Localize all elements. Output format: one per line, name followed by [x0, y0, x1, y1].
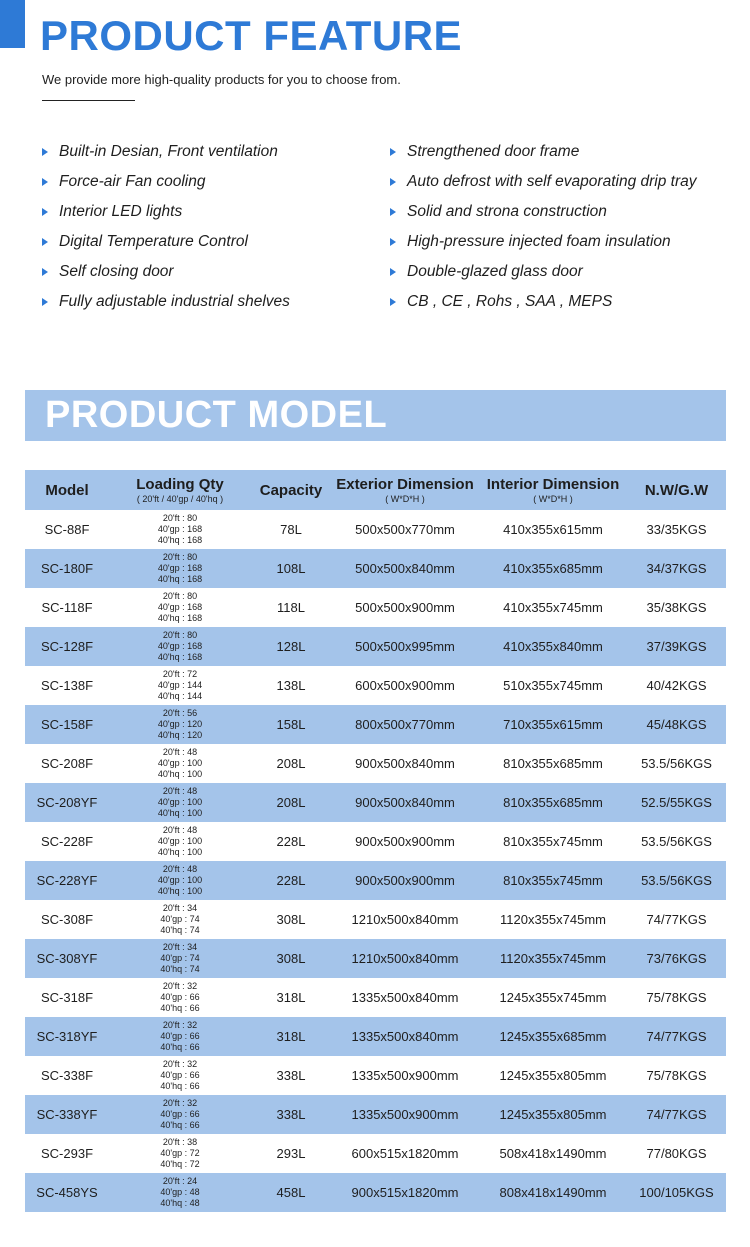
cell-exterior: 1335x500x900mm	[351, 1068, 459, 1083]
table-body	[25, 510, 726, 1212]
loading-qty-hq40: 40'hq : 100	[157, 808, 203, 818]
cell-model: SC-228YF	[25, 861, 109, 900]
loading-qty-gp40: 40'gp : 120	[157, 719, 203, 729]
header-weight: N.W/G.W	[627, 470, 726, 510]
table-row	[25, 861, 726, 900]
cell-capacity: 78L	[280, 522, 302, 537]
table-row	[25, 1017, 726, 1056]
cell-model: SC-228F	[40, 834, 94, 849]
header-loading-qty: Loading Qty ( 20'ft / 40'gp / 40'hq )	[109, 470, 251, 510]
cell-exterior: 500x500x900mm	[355, 600, 455, 615]
cell-loading-qty	[109, 588, 251, 627]
loading-qty-gp40: 40'gp : 74	[160, 953, 200, 963]
bullet-arrow-icon	[42, 268, 48, 276]
feature-title: PRODUCT FEATURE	[40, 12, 463, 59]
cell-loading-qty	[109, 549, 251, 588]
cell-exterior: 600x515x1820mm	[351, 1146, 459, 1161]
cell-weight: 37/39KGS	[627, 627, 726, 666]
table-row	[25, 1056, 726, 1095]
cell-model: SC-138F	[40, 678, 94, 693]
cell-capacity: 108L	[251, 549, 331, 588]
cell-capacity: 208L	[276, 756, 306, 771]
cell-loading-qty	[109, 900, 251, 939]
cell-exterior: 1210x500x840mm	[331, 939, 479, 978]
cell-interior: 410x355x840mm	[479, 627, 627, 666]
cell-exterior: 900x500x900mm	[331, 861, 479, 900]
table-row	[25, 549, 726, 588]
cell-weight: 33/35KGS	[646, 522, 707, 537]
loading-qty-ft20: 20'ft : 34	[162, 942, 198, 952]
loading-qty-gp40: 40'gp : 168	[157, 563, 203, 573]
cell-loading-qty	[109, 978, 251, 1017]
feature-item: High-pressure injected foam insulation	[388, 227, 728, 257]
cell-interior: 510x355x745mm	[503, 678, 603, 693]
cell-loading-qty	[109, 861, 251, 900]
table-row	[25, 588, 726, 627]
loading-qty-ft20: 20'ft : 32	[162, 1098, 198, 1108]
cell-weight: 35/38KGS	[646, 600, 707, 615]
loading-qty-ft20: 20'ft : 32	[162, 1020, 198, 1030]
table-row	[25, 783, 726, 822]
cell-loading-qty	[109, 939, 251, 978]
cell-capacity: 128L	[251, 627, 331, 666]
cell-exterior: 900x515x1820mm	[331, 1173, 479, 1212]
title-accent-bar	[0, 0, 25, 48]
table-header-row	[25, 470, 726, 510]
loading-qty-ft20: 20'ft : 80	[162, 513, 198, 523]
cell-weight: 52.5/55KGS	[627, 783, 726, 822]
bullet-arrow-icon	[42, 208, 48, 216]
cell-exterior: 1335x500x900mm	[331, 1095, 479, 1134]
cell-weight: 40/42KGS	[646, 678, 707, 693]
loading-qty-ft20: 20'ft : 24	[162, 1176, 198, 1186]
header-capacity: Capacity	[251, 470, 331, 510]
cell-exterior: 900x500x840mm	[355, 756, 455, 771]
cell-weight: 34/37KGS	[627, 549, 726, 588]
loading-qty-ft20: 20'ft : 48	[162, 786, 198, 796]
feature-item: Force-air Fan cooling	[40, 167, 380, 197]
loading-qty-gp40: 40'gp : 144	[157, 680, 203, 690]
loading-qty-ft20: 20'ft : 80	[162, 591, 198, 601]
feature-item: Strengthened door frame	[388, 137, 728, 167]
cell-weight: 74/77KGS	[627, 1017, 726, 1056]
table-row	[25, 822, 726, 861]
bullet-arrow-icon	[42, 178, 48, 186]
table-row	[25, 900, 726, 939]
table-row	[25, 1173, 726, 1212]
bullet-arrow-icon	[42, 238, 48, 246]
cell-interior: 410x355x745mm	[503, 600, 603, 615]
cell-model: SC-158F	[25, 705, 109, 744]
cell-model: SC-208F	[40, 756, 94, 771]
cell-exterior: 500x500x840mm	[331, 549, 479, 588]
loading-qty-hq40: 40'hq : 74	[160, 964, 200, 974]
product-model-title: PRODUCT MODEL	[45, 394, 388, 436]
cell-model: SC-318YF	[25, 1017, 109, 1056]
loading-qty-gp40: 40'gp : 100	[157, 875, 203, 885]
cell-capacity: 118L	[277, 600, 305, 615]
feature-item: Double-glazed glass door	[388, 257, 728, 287]
loading-qty-hq40: 40'hq : 74	[160, 925, 200, 935]
cell-model: SC-338YF	[25, 1095, 109, 1134]
cell-capacity: 338L	[276, 1068, 306, 1083]
cell-interior: 1245x355x745mm	[499, 990, 607, 1005]
table-row	[25, 939, 726, 978]
loading-qty-gp40: 40'gp : 168	[157, 524, 203, 534]
loading-qty-hq40: 40'hq : 120	[157, 730, 203, 740]
feature-item: Solid and strona construction	[388, 197, 728, 227]
cell-interior: 810x355x745mm	[479, 861, 627, 900]
feature-item: Self closing door	[40, 257, 380, 287]
cell-exterior: 800x500x770mm	[331, 705, 479, 744]
table-row	[25, 1095, 726, 1134]
cell-interior: 1120x355x745mm	[479, 939, 627, 978]
cell-capacity: 208L	[251, 783, 331, 822]
header-interior-dimension: Interior Dimension ( W*D*H )	[479, 470, 627, 510]
feature-subtitle: We provide more high-quality products for you to choose from.	[42, 72, 401, 87]
cell-loading-qty	[109, 666, 251, 705]
bullet-arrow-icon	[390, 268, 396, 276]
cell-capacity: 308L	[251, 939, 331, 978]
cell-interior: 810x355x685mm	[479, 783, 627, 822]
bullet-arrow-icon	[390, 148, 396, 156]
cell-weight: 53.5/56KGS	[641, 756, 712, 771]
loading-qty-gp40: 40'gp : 72	[160, 1148, 200, 1158]
loading-qty-ft20: 20'ft : 56	[162, 708, 198, 718]
loading-qty-ft20: 20'ft : 38	[162, 1137, 198, 1147]
cell-weight: 73/76KGS	[627, 939, 726, 978]
cell-interior: 1245x355x805mm	[499, 1068, 607, 1083]
loading-qty-ft20: 20'ft : 48	[162, 864, 198, 874]
loading-qty-hq40: 40'hq : 66	[160, 1081, 200, 1091]
cell-capacity: 228L	[276, 834, 306, 849]
loading-qty-gp40: 40'gp : 66	[160, 1031, 200, 1041]
cell-interior: 1120x355x745mm	[500, 912, 606, 927]
cell-loading-qty	[109, 783, 251, 822]
cell-interior: 710x355x615mm	[479, 705, 627, 744]
cell-interior: 1245x355x805mm	[479, 1095, 627, 1134]
header-model: Model	[25, 470, 109, 510]
table-row	[25, 705, 726, 744]
cell-model: SC-318F	[40, 990, 94, 1005]
cell-capacity: 138L	[276, 678, 306, 693]
loading-qty-ft20: 20'ft : 32	[162, 1059, 198, 1069]
cell-model: SC-208YF	[25, 783, 109, 822]
table-row	[25, 978, 726, 1017]
cell-interior: 1245x355x685mm	[479, 1017, 627, 1056]
table-row	[25, 1134, 726, 1173]
loading-qty-ft20: 20'ft : 34	[162, 903, 198, 913]
table-row	[25, 627, 726, 666]
subtitle-divider	[42, 100, 135, 101]
cell-weight: 75/78KGS	[646, 990, 707, 1005]
cell-interior: 508x418x1490mm	[499, 1146, 607, 1161]
bullet-arrow-icon	[42, 298, 48, 306]
cell-exterior: 600x500x900mm	[355, 678, 455, 693]
cell-model: SC-118F	[41, 600, 93, 615]
cell-model: SC-180F	[25, 549, 109, 588]
loading-qty-hq40: 40'hq : 168	[157, 574, 203, 584]
loading-qty-ft20: 20'ft : 80	[162, 630, 198, 640]
loading-qty-hq40: 40'hq : 168	[157, 535, 203, 545]
loading-qty-ft20: 20'ft : 48	[162, 747, 198, 757]
cell-exterior: 1210x500x840mm	[351, 912, 459, 927]
feature-column-left	[40, 137, 380, 317]
cell-capacity: 318L	[276, 990, 306, 1005]
cell-capacity: 293L	[276, 1146, 306, 1161]
loading-qty-hq40: 40'hq : 66	[160, 1042, 200, 1052]
cell-weight: 74/77KGS	[646, 912, 707, 927]
loading-qty-hq40: 40'hq : 66	[160, 1120, 200, 1130]
feature-item: Fully adjustable industrial shelves	[40, 287, 380, 317]
loading-qty-gp40: 40'gp : 66	[160, 992, 200, 1002]
cell-weight: 53.5/56KGS	[627, 861, 726, 900]
loading-qty-hq40: 40'hq : 100	[157, 769, 203, 779]
cell-model: SC-128F	[25, 627, 109, 666]
cell-exterior: 900x500x840mm	[331, 783, 479, 822]
cell-loading-qty	[109, 1056, 251, 1095]
cell-capacity: 158L	[251, 705, 331, 744]
feature-item: CB , CE , Rohs , SAA , MEPS	[388, 287, 728, 317]
loading-qty-gp40: 40'gp : 100	[157, 758, 203, 768]
cell-model: SC-308YF	[25, 939, 109, 978]
table-row	[25, 666, 726, 705]
cell-interior: 410x355x615mm	[503, 522, 603, 537]
cell-loading-qty	[109, 1134, 251, 1173]
product-model-banner	[25, 390, 726, 441]
loading-qty-ft20: 20'ft : 72	[162, 669, 198, 679]
cell-weight: 100/105KGS	[627, 1173, 726, 1212]
cell-interior: 410x355x685mm	[479, 549, 627, 588]
product-model-table	[25, 470, 726, 1212]
cell-capacity: 228L	[251, 861, 331, 900]
cell-interior: 810x355x685mm	[503, 756, 603, 771]
cell-loading-qty	[109, 1017, 251, 1056]
bullet-arrow-icon	[390, 178, 396, 186]
loading-qty-ft20: 20'ft : 80	[162, 552, 198, 562]
loading-qty-gp40: 40'gp : 74	[160, 914, 200, 924]
cell-weight: 53.5/56KGS	[641, 834, 712, 849]
header-exterior-dimension: Exterior Dimension ( W*D*H )	[331, 470, 479, 510]
loading-qty-ft20: 20'ft : 48	[162, 825, 198, 835]
cell-exterior: 500x500x770mm	[355, 522, 455, 537]
loading-qty-hq40: 40'hq : 48	[160, 1198, 200, 1208]
cell-capacity: 308L	[276, 912, 306, 927]
cell-exterior: 900x500x900mm	[355, 834, 455, 849]
loading-qty-hq40: 40'hq : 66	[160, 1003, 200, 1013]
bullet-arrow-icon	[390, 238, 396, 246]
loading-qty-hq40: 40'hq : 100	[157, 886, 203, 896]
cell-weight: 75/78KGS	[646, 1068, 707, 1083]
bullet-arrow-icon	[42, 148, 48, 156]
feature-column-right	[388, 137, 728, 317]
cell-exterior: 1335x500x840mm	[351, 990, 459, 1005]
loading-qty-gp40: 40'gp : 48	[160, 1187, 200, 1197]
cell-model: SC-308F	[40, 912, 94, 927]
cell-exterior: 1335x500x840mm	[331, 1017, 479, 1056]
cell-loading-qty	[109, 822, 251, 861]
cell-weight: 77/80KGS	[646, 1146, 707, 1161]
loading-qty-hq40: 40'hq : 144	[157, 691, 203, 701]
table-row	[25, 510, 726, 549]
cell-interior: 808x418x1490mm	[479, 1173, 627, 1212]
cell-loading-qty	[109, 1173, 251, 1212]
cell-model: SC-293F	[40, 1146, 94, 1161]
cell-exterior: 500x500x995mm	[331, 627, 479, 666]
cell-capacity: 458L	[251, 1173, 331, 1212]
cell-model: SC-458YS	[25, 1173, 109, 1212]
loading-qty-gp40: 40'gp : 168	[157, 602, 203, 612]
loading-qty-gp40: 40'gp : 100	[157, 797, 203, 807]
cell-loading-qty	[109, 510, 251, 549]
feature-item: Digital Temperature Control	[40, 227, 380, 257]
cell-capacity: 318L	[251, 1017, 331, 1056]
loading-qty-hq40: 40'hq : 100	[157, 847, 203, 857]
feature-item: Auto defrost with self evaporating drip tray	[388, 167, 728, 197]
feature-item: Built-in Desian, Front ventilation	[40, 137, 380, 167]
cell-model: SC-338F	[40, 1068, 94, 1083]
cell-weight: 74/77KGS	[627, 1095, 726, 1134]
cell-interior: 810x355x745mm	[503, 834, 603, 849]
bullet-arrow-icon	[390, 298, 396, 306]
loading-qty-gp40: 40'gp : 66	[160, 1109, 200, 1119]
loading-qty-hq40: 40'hq : 168	[157, 613, 203, 623]
loading-qty-hq40: 40'hq : 168	[157, 652, 203, 662]
loading-qty-gp40: 40'gp : 168	[157, 641, 203, 651]
feature-item: Interior LED lights	[40, 197, 380, 227]
loading-qty-gp40: 40'gp : 100	[157, 836, 203, 846]
loading-qty-ft20: 20'ft : 32	[162, 981, 198, 991]
bullet-arrow-icon	[390, 208, 396, 216]
cell-loading-qty	[109, 744, 251, 783]
cell-weight: 45/48KGS	[627, 705, 726, 744]
cell-capacity: 338L	[251, 1095, 331, 1134]
cell-loading-qty	[109, 627, 251, 666]
loading-qty-gp40: 40'gp : 66	[160, 1070, 200, 1080]
cell-loading-qty	[109, 1095, 251, 1134]
cell-model: SC-88F	[44, 522, 90, 537]
loading-qty-hq40: 40'hq : 72	[160, 1159, 200, 1169]
table-row	[25, 744, 726, 783]
cell-loading-qty	[109, 705, 251, 744]
